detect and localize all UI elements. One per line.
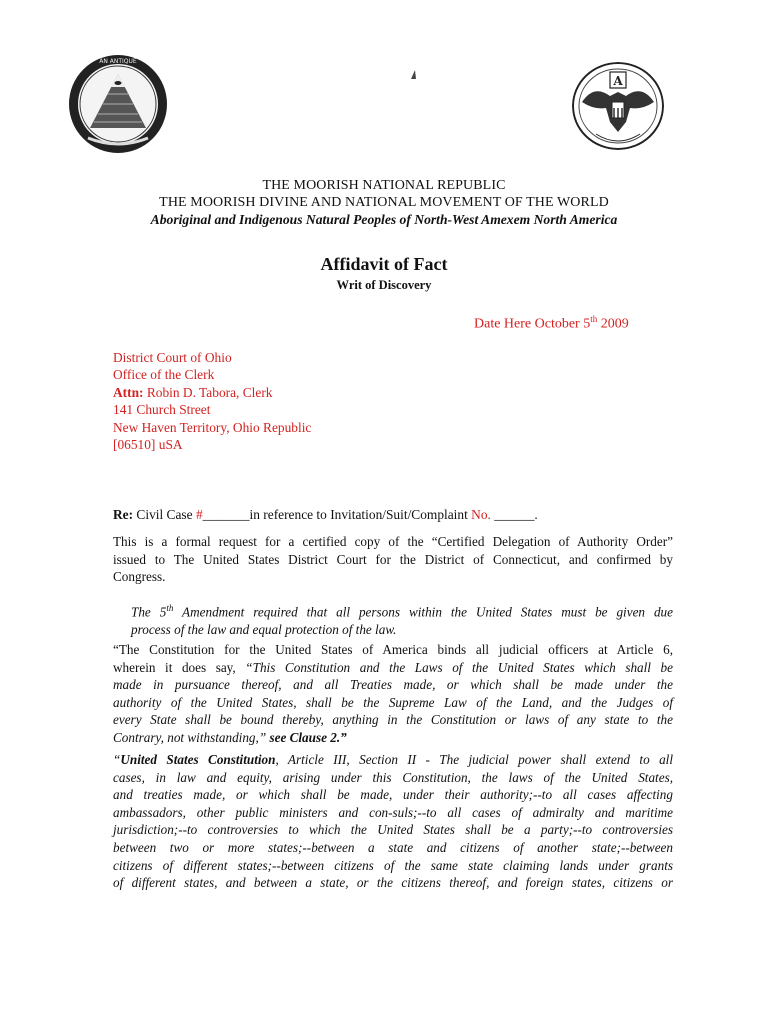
constitution-quote: Contrary, not withstanding,”	[113, 729, 270, 745]
seal-left-text: AN ANTIQUE	[99, 58, 137, 65]
request-line: This is a formal request for a certified copy of the “Certified Delegation of Authority Order”	[113, 534, 673, 549]
amendment-line-1	[131, 600, 673, 621]
re-no: No.	[471, 507, 491, 522]
article-line: ambassadors, other public ministers and con-suls;--to all cases of admiralty and maritime	[113, 804, 673, 820]
constitution-line: made in pursuance thereof, and all Treaties made, or which shall be made under the	[113, 677, 673, 693]
article-line: cases, in law and equity, arising under this Constitution, the laws of the United States,	[113, 769, 673, 785]
address-line-2: Office of the Clerk	[113, 367, 215, 383]
constitution-quote: “This Constitution and the Laws of the United States which shall be	[245, 659, 673, 675]
document-title: Affidavit of Fact	[320, 254, 448, 274]
address-line-5: New Haven Territory, Ohio Republic	[113, 419, 312, 435]
amendment-text: The 5	[131, 604, 167, 620]
constitution-line	[113, 729, 673, 747]
re-line	[113, 507, 538, 523]
header-line-2: THE MOORISH DIVINE AND NATIONAL MOVEMENT OF THE WORLD	[159, 195, 609, 210]
pyramid-seal-icon	[68, 54, 168, 154]
clause-reference: see Clause 2.”	[269, 729, 347, 745]
re-blank-2: ______.	[490, 507, 538, 522]
article-line: jurisdiction;--to controversies to which the United States shall be a party;--to controversies	[113, 822, 673, 838]
re-label: Re:	[113, 507, 134, 522]
eagle-seal-icon	[572, 62, 664, 150]
date-line	[474, 314, 629, 333]
re-text-2: in reference to Invitation/Suit/Complaint	[249, 507, 472, 522]
amendment-paragraph	[131, 600, 673, 639]
article-heading: United States Constitution	[120, 752, 276, 767]
article-line: citizens of different states;--between citizens of the same state claiming lands under grants	[113, 857, 673, 873]
address-line-1: District Court of Ohio	[113, 350, 232, 365]
article-text: “	[113, 752, 121, 767]
article-text: , Article III, Section II - The judicial power shall extend to all	[275, 752, 674, 767]
re-blank-1: _______	[202, 507, 250, 522]
date-ordinal: th	[590, 314, 598, 324]
date-prefix: Date Here October 5	[474, 316, 591, 332]
header-line-3: Aboriginal and Indigenous Natural Peoples of North-West Amexem North America	[150, 212, 618, 227]
constitution-line	[113, 659, 673, 677]
attn-label: Attn:	[113, 384, 144, 400]
article-paragraph	[113, 751, 673, 892]
request-line: issued to The United States District Court for the District of Connecticut, and confirmed by	[113, 551, 673, 567]
article-line: and treaties made, or which shall be made, under their authority;--to all cases affecting	[113, 787, 673, 803]
document-subtitle: Writ of Discovery	[336, 278, 432, 292]
article-line: of different states, and between a state, or the citizens thereof, and foreign states, citizens or	[113, 875, 673, 891]
amendment-text: Amendment required that all persons within the United States must be given due	[173, 604, 674, 620]
article-line: between two or more states;--between a state and citizens of another state;--between	[113, 839, 673, 855]
header-line-1: THE MOORISH NATIONAL REPUBLIC	[262, 178, 506, 193]
seal-right-letter: A	[613, 74, 623, 88]
date-year: 2009	[597, 316, 629, 332]
constitution-paragraph	[113, 641, 673, 747]
request-line: Congress.	[113, 569, 166, 585]
constitution-text: wherein it does say,	[113, 659, 246, 675]
article-line	[113, 751, 673, 769]
constitution-line: authority of the United States, shall be the Supreme Law of the Land, and the Judges of	[113, 694, 673, 710]
address-line-6: [06510] uSA	[113, 437, 183, 453]
re-hash: #	[195, 507, 203, 522]
mark-icon	[409, 70, 417, 80]
address-line-4: 141 Church Street	[113, 402, 211, 418]
amendment-line-2: process of the law and equal protection of the law.	[131, 621, 397, 637]
constitution-line: “The Constitution for the United States of America binds all judicial officers at Article 6,	[113, 642, 673, 657]
address-block	[113, 349, 311, 453]
constitution-line: every State shall be bound thereby, anything in the Constitution or laws of any state to the	[113, 712, 673, 728]
re-text-1: Civil Case	[133, 507, 196, 522]
attn-value: Robin D. Tabora, Clerk	[143, 384, 273, 400]
address-attn	[113, 384, 311, 401]
amendment-ordinal: th	[166, 603, 174, 613]
request-paragraph	[113, 533, 673, 586]
